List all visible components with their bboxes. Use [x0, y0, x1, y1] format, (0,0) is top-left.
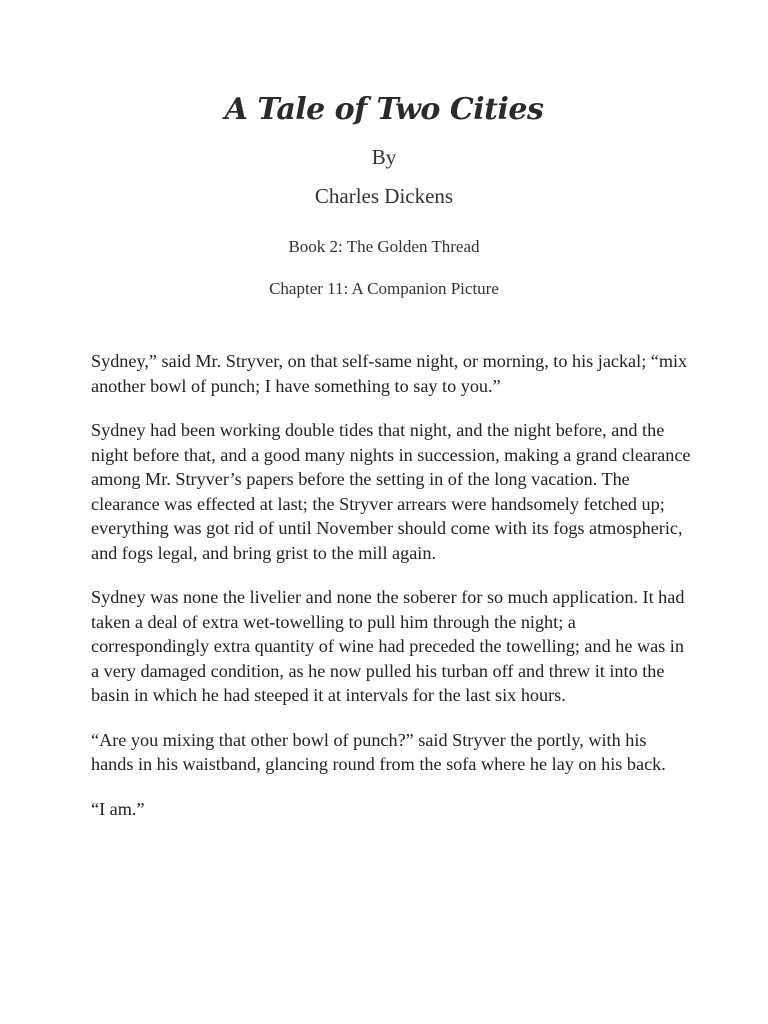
author-name: Charles Dickens — [314, 184, 454, 208]
document-title: A Tale of Two Cities — [224, 92, 544, 127]
paragraph: Sydney,” said Mr. Stryver, on that self-same night, or morning, to his jackal; “mix another bowl of punch; I have something to say to you.” — [91, 351, 688, 396]
body-text — [91, 349, 691, 841]
book-heading: Book 2: The Golden Thread — [288, 237, 480, 256]
paragraph: “Are you mixing that other bowl of punch?” said Stryver the portly, with his hands in his waistband, glancing round from the sofa where he lay on his back. — [91, 729, 666, 774]
paragraph: Sydney had been working double tides that night, and the night before, and the night before that, and a good many nights in succession, making a grand clearance among Mr. Stryver’s papers before the setting in of the long vacation. The clearance was effected at last; the Stryver arrears were handsomely fetched up; everything was got rid of until November should come with its fogs atmospheric, and fogs legal, and bring grist to the mill again. — [91, 420, 691, 563]
chapter-heading: Chapter 11: A Companion Picture — [269, 279, 499, 298]
byline-label: By — [371, 145, 397, 169]
paragraph: “I am.” — [91, 798, 145, 819]
paragraph: Sydney was none the livelier and none the soberer for so much application. It had taken a deal of extra wet-towelling to pull him through the night; a correspondingly extra quantity of wine had preceded the towelling; and he was in a very damaged condition, as he now pulled his turban off and threw it into the basin in which he had steeped it at intervals for the last six hours. — [91, 587, 685, 705]
